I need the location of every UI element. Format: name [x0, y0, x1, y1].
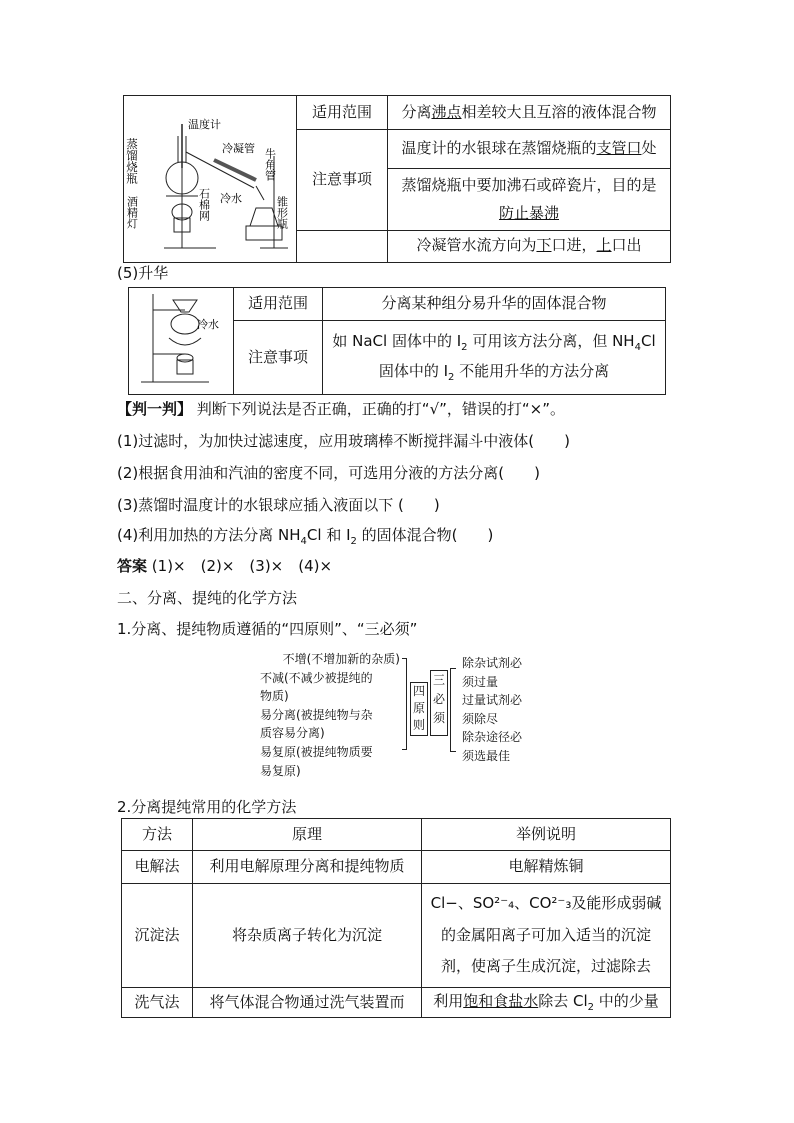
sublime-range-label: 适用范围	[234, 288, 323, 321]
principles-diagram	[230, 650, 570, 780]
sublimation-heading: (5)升华	[117, 264, 169, 282]
label-flask: 蒸馏烧瓶	[125, 138, 139, 184]
sublimation-apparatus-figure	[129, 288, 233, 388]
judge-intro: 【判一判】 判断下列说法是否正确，正确的打“√”，错误的打“×”。	[117, 400, 566, 418]
judge-answer: 答案 (1)× (2)× (3)× (4)×	[117, 557, 333, 575]
musts-list: 除杂试剂必 须过量 过量试剂必 须除尽 除杂途径必 须选最佳	[462, 656, 523, 763]
distillation-table	[123, 95, 671, 263]
r3-principle: 将气体混合物通过洗气装置而	[193, 988, 422, 1018]
section2-heading: 二、分离、提纯的化学方法	[117, 589, 298, 607]
label-adapter: 牛角管	[263, 148, 277, 181]
label-thermometer: 温度计	[188, 118, 221, 131]
sublimation-table	[128, 287, 666, 395]
label-conical: 锥形瓶	[275, 196, 289, 229]
distill-note-1: 温度计的水银球在蒸馏烧瓶的支管口处	[388, 130, 671, 169]
four-principles-box: 四原则	[410, 682, 428, 736]
distill-range-label: 适用范围	[297, 96, 388, 130]
sublime-notes-label: 注意事项	[234, 321, 323, 394]
methods-table	[121, 818, 671, 1018]
r1-method: 电解法	[122, 851, 193, 884]
header-principle: 原理	[193, 819, 422, 851]
distill-note-2: 蒸馏烧瓶中要加沸石或碎瓷片，目的是 防止暴沸	[388, 168, 671, 230]
judge-title: 【判一判】	[117, 400, 193, 418]
label-water: 冷水	[220, 192, 242, 205]
distill-notes-label: 注意事项	[297, 130, 388, 231]
header-method: 方法	[122, 819, 193, 851]
distill-note-3: 冷凝管水流方向为下口进，上口出	[388, 230, 671, 262]
three-musts-box: 三必须	[430, 670, 448, 736]
r1-example: 电解精炼铜	[422, 851, 671, 884]
section2-sub1: 1.分离、提纯物质遵循的“四原则”、“三必须”	[117, 620, 418, 638]
sublime-note: 如 NaCl 固体中的 $I_2$ 可用该方法分离，但 $NH_4Cl$ 固体中的 $I_2$ 不能用升华的方法分离	[323, 321, 666, 394]
judge-q1: (1)过滤时，为加快过滤速度，应用玻璃棒不断搅拌漏斗中液体( )	[117, 432, 570, 450]
sublime-range-text: 分离某种组分易升华的固体混合物	[323, 288, 666, 321]
r2-method: 沉淀法	[122, 884, 193, 988]
r3-method: 洗气法	[122, 988, 193, 1018]
label-lamp: 酒精灯	[125, 196, 139, 229]
label-condenser: 冷凝管	[222, 142, 255, 155]
r3-example: 利用饱和食盐水除去 $Cl_2$ 中的少量	[422, 988, 671, 1018]
sublimation-figure-cell	[129, 288, 234, 395]
header-example: 举例说明	[422, 819, 671, 851]
r2-principle: 将杂质离子转化为沉淀	[193, 884, 422, 988]
distill-range-text: 分离沸点相差较大且互溶的液体混合物	[388, 96, 671, 130]
r2-example: Cl−、SO²⁻₄、CO²⁻₃及能形成弱碱 的金属阳离子可加入适当的沉淀 剂，使离子生成沉淀，过滤除去	[422, 884, 671, 988]
label-gauze: 石棉网	[197, 188, 211, 221]
section2-sub2: 2.分离提纯常用的化学方法	[117, 798, 297, 816]
sublime-label-water: 冷水	[197, 318, 219, 331]
judge-q3: (3)蒸馏时温度计的水银球应插入液面以下 ( )	[117, 496, 440, 514]
distillation-apparatus-figure	[124, 96, 296, 256]
principles-list: 不增(不增加新的杂质) 不减(不减少被提纯的 物质) 易分离(被提纯物与杂 质容易分离) 易复原(被提纯物质要 易复原)	[260, 652, 400, 778]
r1-principle: 利用电解原理分离和提纯物质	[193, 851, 422, 884]
judge-q2: (2)根据食用油和汽油的密度不同，可选用分液的方法分离( )	[117, 464, 540, 482]
distillation-figure-cell	[124, 96, 297, 263]
judge-q4: (4)利用加热的方法分离 $NH_4Cl$ 和 $I_2$ 的固体混合物( )	[117, 526, 494, 547]
